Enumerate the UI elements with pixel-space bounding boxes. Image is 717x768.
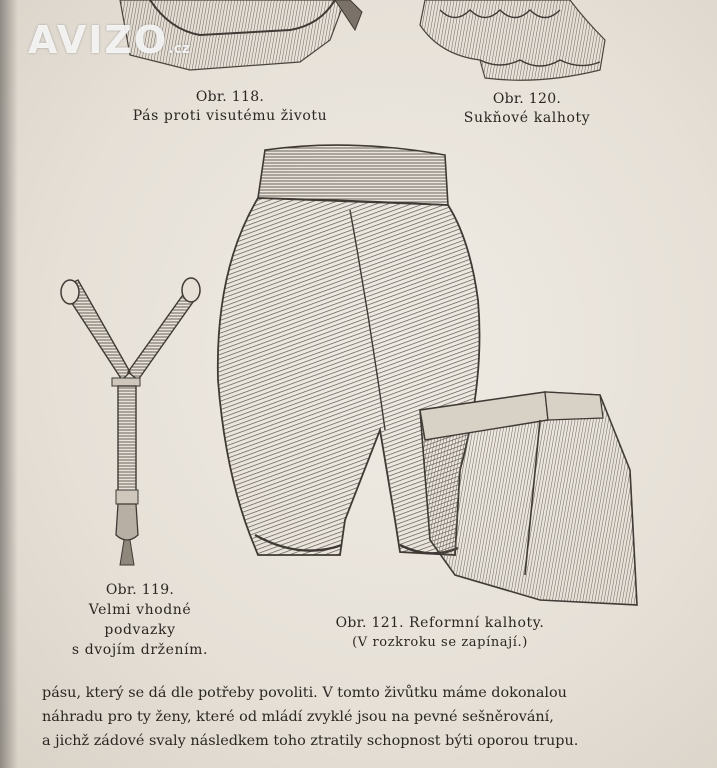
figure-118-caption [95, 88, 365, 126]
figure-121-caption [300, 614, 580, 652]
figure-119-line-1: Velmi vhodné [88, 602, 192, 618]
figure-121-title: Reformní kalhoty. [409, 615, 545, 631]
avizo-watermark [28, 18, 190, 62]
figure-121-reform-trousers-illustration [218, 145, 637, 605]
figure-119-line-3: s dvojím držením. [71, 642, 209, 658]
body-line-3: a jichž zádové svaly následkem toho ztratily schopnost býti oporou trupu. [42, 733, 579, 749]
body-paragraph [42, 681, 697, 753]
figure-119-suspenders-illustration [61, 278, 200, 565]
watermark-domain: .cz [168, 41, 191, 57]
figure-118-number: Obr. 118. [195, 89, 265, 105]
body-line-1: pásu, který se dá dle potřeby povoliti. V tomto živůtku máme dokonalou [42, 685, 567, 701]
figure-120-caption [432, 90, 622, 128]
figure-118-title: Pás proti visutému životu [132, 108, 328, 124]
figure-119-line-2: podvazky [104, 622, 176, 638]
figure-120-number: Obr. 120. [492, 91, 562, 107]
figure-121-subtitle: (V rozkroku se zapínají.) [352, 635, 528, 650]
figure-120-title: Sukňové kalhoty [463, 110, 591, 126]
figure-119-number: Obr. 119. [105, 582, 175, 598]
body-line-2: náhradu pro ty ženy, které od mládí zvyklé jsou na pevné sešněrování, [42, 709, 554, 725]
figure-119-caption [60, 580, 220, 660]
figure-120-skirt-trousers-illustration [420, 0, 605, 80]
watermark-brand: AVIZO [28, 18, 169, 62]
figure-121-number: Obr. 121. [335, 615, 404, 631]
